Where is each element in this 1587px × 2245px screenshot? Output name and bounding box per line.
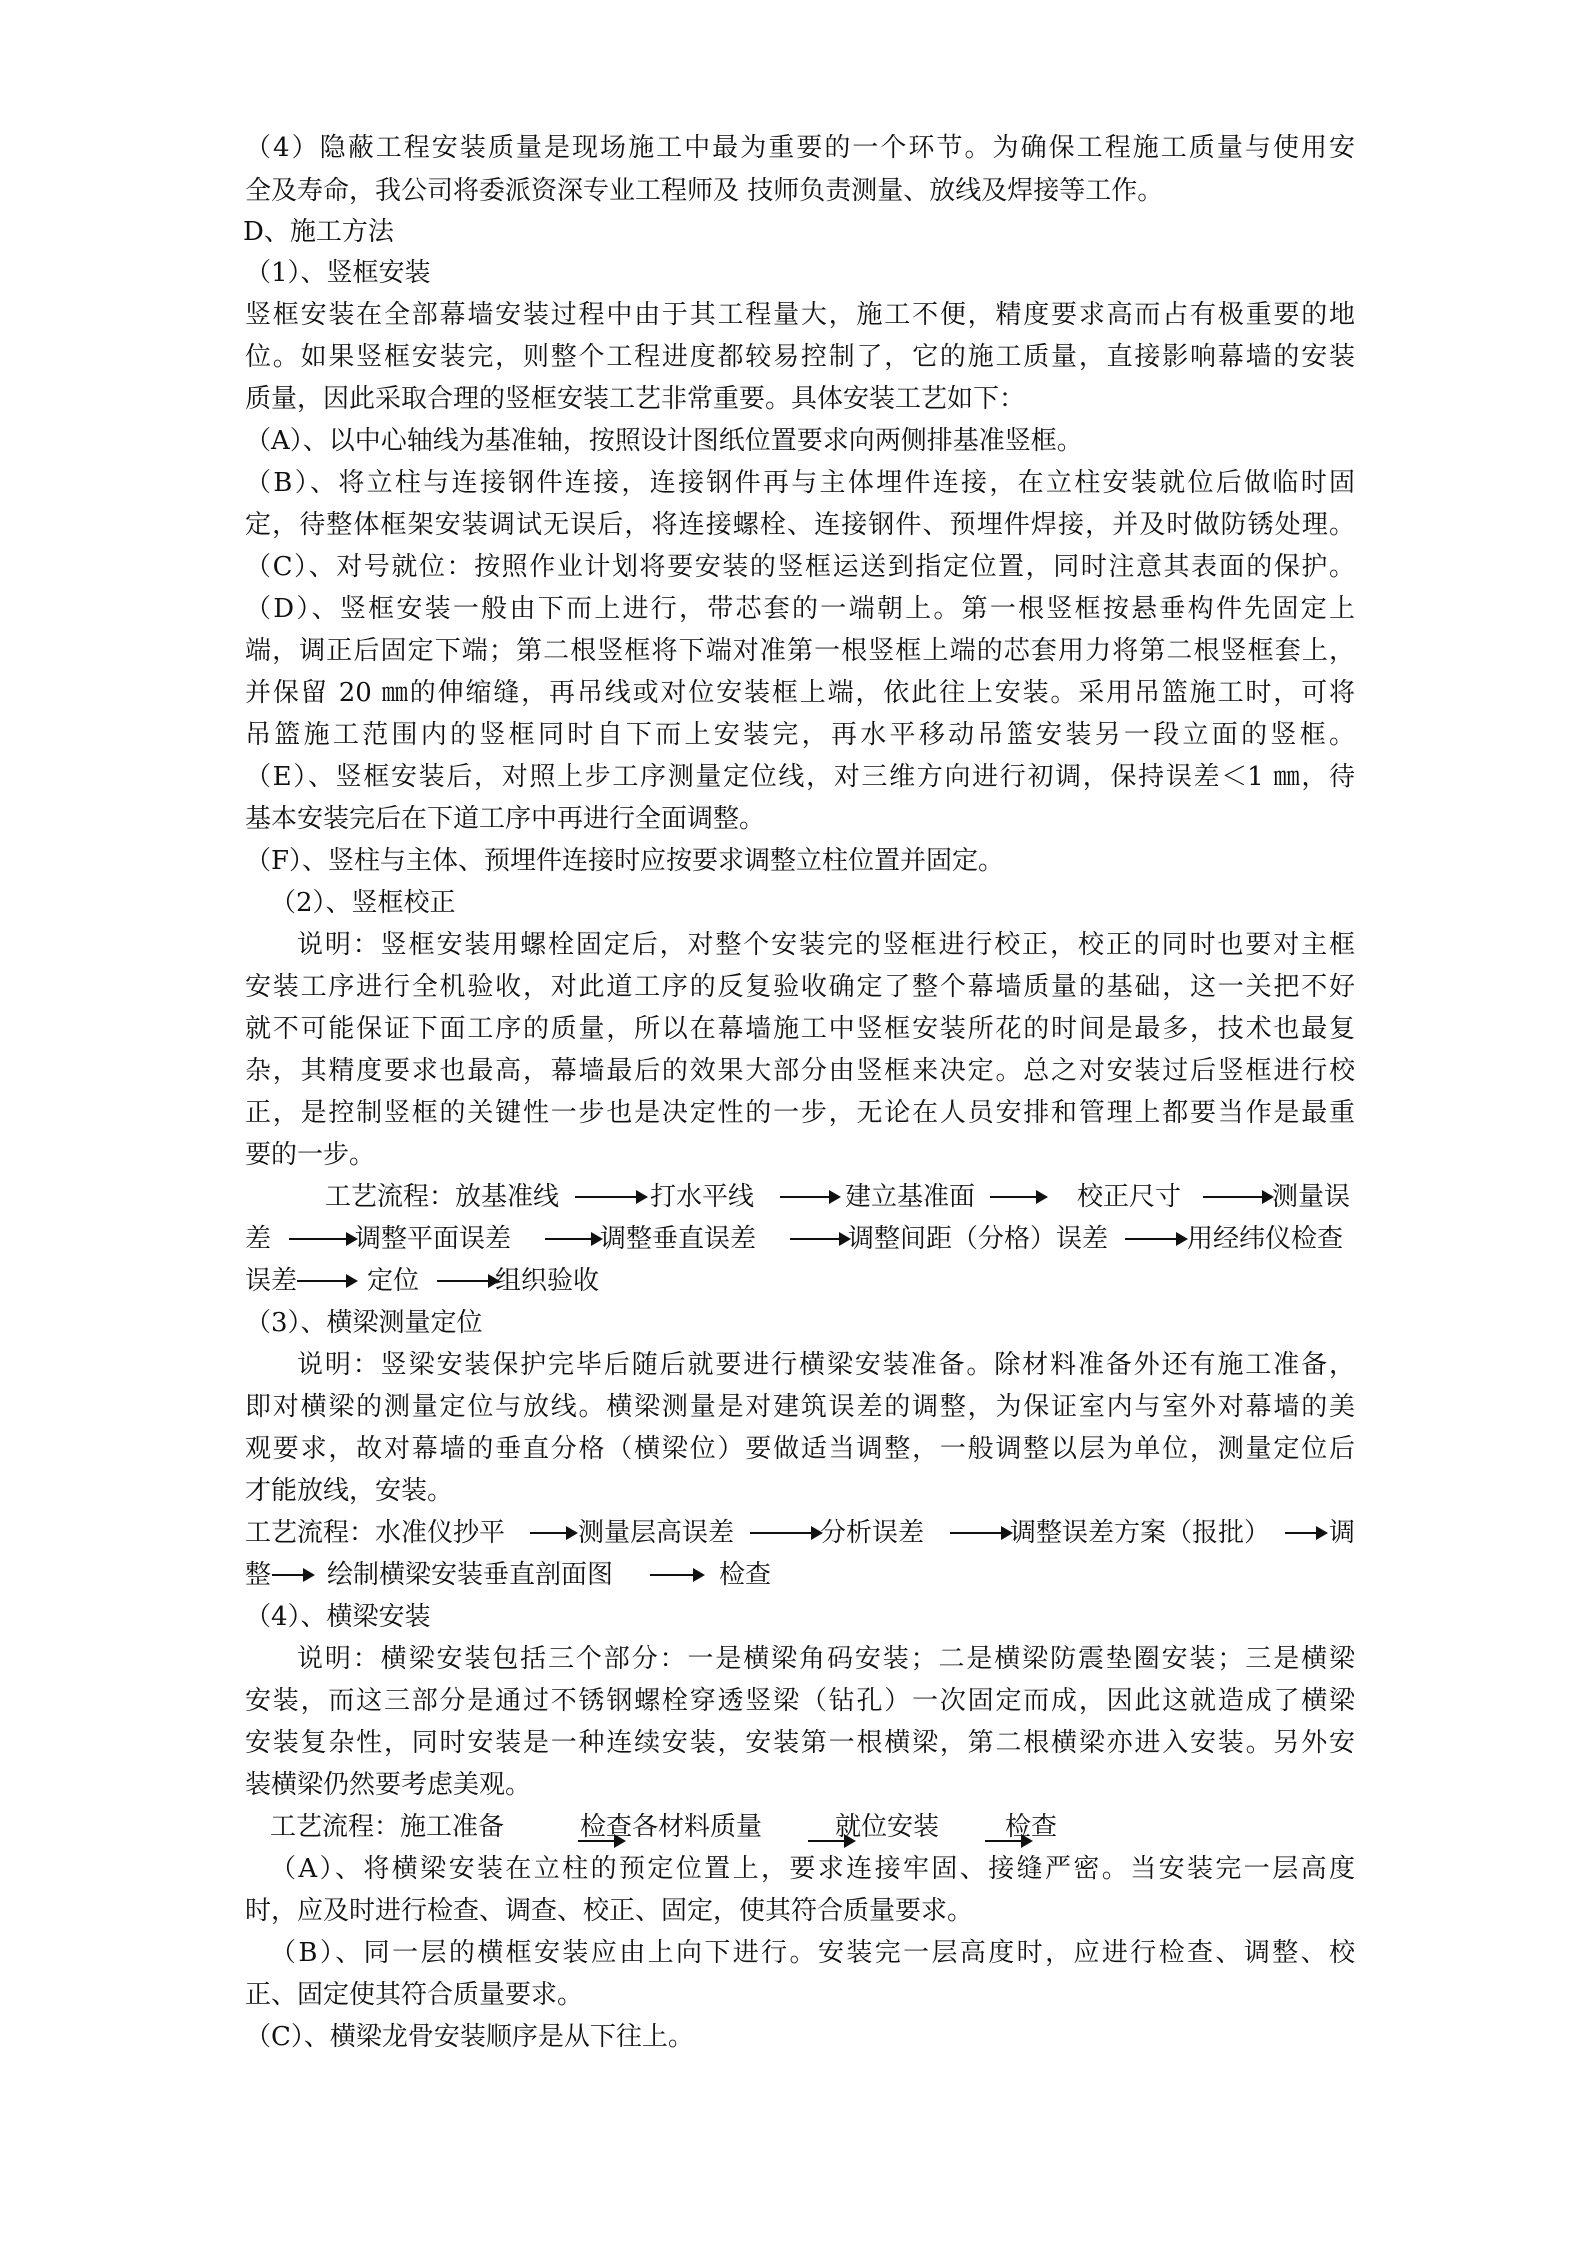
s1-item-a: （A）、以中心轴线为基准轴，按照设计图纸位置要求向两侧排基准竖框。 (245, 426, 1083, 456)
s1-intro-line2: 位。如果竖框安装完，则整个工程进度都较易控制了，它的施工质量，直接影响幕墙的安装 (245, 342, 1355, 372)
s1-item-c: （C）、对号就位：按照作业计划将要安装的竖框运送到指定位置，同时注意其表面的保护。 (245, 552, 1355, 582)
flow-arrow (578, 1840, 623, 1842)
s2-flow-step: 定位 (367, 1266, 420, 1296)
para4-line2: 全及寿命，我公司将委派资深专业工程师及 技师负责测量、放线及焊接等工作。 (245, 176, 1164, 206)
flow-arrow (780, 1196, 838, 1198)
s2-desc-line6: 要的一步。 (245, 1140, 376, 1170)
s4-desc-line1: 说明：横梁安装包括三个部分：一是横梁角码安装；二是横梁防震垫圈安装；三是横梁 (297, 1644, 1355, 1674)
s2-flow-step: 差 (245, 1224, 272, 1254)
s2-flow-row3 (245, 1261, 1355, 1301)
flow-arrow (750, 1532, 820, 1534)
s2-flow-row2 (245, 1219, 1355, 1259)
s2-title: （2）、竖框校正 (270, 888, 456, 918)
s2-flow-step: 放基准线 (455, 1182, 560, 1212)
s3-flow-step: 检查 (719, 1560, 772, 1590)
s2-desc-line4: 杂，其精度要求也最高，幕墙最后的效果大部分由竖框来决定。总之对安装过后竖框进行校 (245, 1056, 1355, 1086)
s2-desc-line2: 安装工序进行全机验收，对此道工序的反复验收确定了整个幕墙质量的基础，这一关把不好 (245, 972, 1355, 1002)
flow-arrow (575, 1196, 645, 1198)
s3-flow-step: 调整误差方案（报批） (1010, 1518, 1271, 1548)
s2-flow-step: 调整平面误差 (355, 1224, 512, 1254)
s2-flow-step: 用经纬仪检查 (1187, 1224, 1344, 1254)
s4-item-b-line1: （B）、同一层的横框安装应由上向下进行。安装完一层高度时，应进行检查、调整、校 (270, 1938, 1355, 1968)
s4-flow-step: 检查 (1005, 1812, 1058, 1842)
s1-item-b-line1: （B）、将立柱与连接钢件连接，连接钢件再与主体埋件连接，在立柱安装就位后做临时固 (245, 468, 1355, 498)
s2-desc-line3: 就不可能保证下面工序的质量，所以在幕墙施工中竖框安装所花的时间是最多，技术也最复 (245, 1014, 1355, 1044)
s4-flow-row (245, 1807, 1355, 1847)
s1-item-d-line2: 端，调正后固定下端；第二根竖框将下端对准第一根竖框上端的芯套用力将第二根竖框套上， (245, 636, 1355, 666)
s3-desc-line2: 即对横梁的测量定位与放线。横梁测量是对建筑误差的调整，为保证室内与室外对幕墙的美 (245, 1392, 1355, 1422)
s2-flow-step: 打水平线 (650, 1182, 755, 1212)
s3-flow-step: 绘制横梁安装垂直剖面图 (327, 1560, 614, 1590)
s4-desc-line2: 安装，而这三部分是通过不锈钢螺栓穿透竖梁（钻孔）一次固定而成，因此这就造成了横梁 (245, 1686, 1355, 1716)
s4-flow-step: 施工准备 (400, 1812, 505, 1842)
s3-flow-row2 (245, 1555, 1355, 1595)
s1-item-f: （F）、竖柱与主体、预埋件连接时应按要求调整立柱位置并固定。 (245, 846, 1005, 876)
s1-intro-line3: 质量，因此采取合理的竖框安装工艺非常重要。具体安装工艺如下： (245, 384, 1026, 414)
s1-title: （1）、竖框安装 (245, 258, 431, 288)
s4-flow-step: 检查各材料质量 (580, 1812, 763, 1842)
flow-arrow (990, 1196, 1045, 1198)
s2-desc-line5: 正，是控制竖框的关键性一步也是决定性的一步，无论在人员安排和管理上都要当作是最重 (245, 1098, 1355, 1128)
s3-flow-row1 (245, 1513, 1355, 1553)
s3-flow-step: 调 (1329, 1518, 1356, 1548)
s1-item-e-line1: （E）、竖框安装后，对照上步工序测量定位线，对三维方向进行初调，保持误差＜1 ㎜，待 (245, 762, 1355, 792)
s3-desc-line4: 才能放线，安装。 (245, 1476, 454, 1506)
s3-flow-step: 整 (245, 1560, 272, 1590)
s1-item-b-line2: 定，待整体框架安装调试无误后，将连接螺栓、连接钢件、预埋件焊接，并及时做防锈处理。 (245, 510, 1355, 540)
s1-intro-line1: 竖框安装在全部幕墙安装过程中由于其工程量大，施工不便，精度要求高而占有极重要的地 (245, 300, 1355, 330)
flow-arrow (1203, 1196, 1271, 1198)
flow-arrow (437, 1280, 497, 1282)
s3-flow-step: 测量层高误差 (578, 1518, 735, 1548)
flow-arrow (808, 1840, 853, 1842)
s2-flow-step: 校正尺寸 (1077, 1182, 1182, 1212)
s2-flow-step: 建立基准面 (845, 1182, 976, 1212)
s2-flow-step: 调整垂直误差 (600, 1224, 757, 1254)
para4-line1: （4）隐蔽工程安装质量是现场施工中最为重要的一个环节。为确保工程施工质量与使用安 (245, 133, 1355, 163)
flow-arrow (289, 1238, 355, 1240)
flow-arrow (530, 1532, 575, 1534)
s2-desc-line1: 说明：竖框安装用螺栓固定后，对整个安装完的竖框进行校正，校正的同时也要对主框 (297, 930, 1355, 960)
flow-arrow (985, 1840, 1030, 1842)
flow-arrow (297, 1280, 355, 1282)
s2-flow-step: 调整间距（分格）误差 (848, 1224, 1109, 1254)
s1-item-d-line4: 吊篮施工范围内的竖框同时自下而上安装完，再水平移动吊篮安装另一段立面的竖框。 (245, 720, 1355, 750)
s4-item-a-line2: 时，应及时进行检查、调查、校正、固定，使其符合质量要求。 (245, 1896, 974, 1926)
s1-item-e-line2: 基本安装完后在下道工序中再进行全面调整。 (245, 804, 766, 834)
s1-item-d-line3: 并保留 20 ㎜的伸缩缝，再吊线或对位安装框上端，依此往上安装。采用吊篮施工时，可将 (245, 678, 1355, 708)
flow-arrow (1125, 1238, 1185, 1240)
s3-flow-step: 分析误差 (820, 1518, 925, 1548)
s4-desc-line4: 装横梁仍然要考虑美观。 (245, 1770, 532, 1800)
s2-flow-step: 误差 (245, 1266, 298, 1296)
section-d-title: D、施工方法 (243, 217, 394, 247)
flow-arrow (790, 1238, 848, 1240)
s3-flow-step: 水准仪抄平 (375, 1518, 506, 1548)
flow-arrow (1285, 1532, 1325, 1534)
flow-arrow (950, 1532, 1010, 1534)
s4-desc-line3: 安装复杂性，同时安装是一种连续安装，安装第一根横梁，第二根横梁亦进入安装。另外安 (245, 1728, 1355, 1758)
flow-arrow (272, 1574, 312, 1576)
s2-flow-label: 工艺流程： (325, 1182, 456, 1212)
s4-flow-step: 就位安装 (835, 1812, 940, 1842)
s3-desc-line3: 观要求，故对幕墙的垂直分格（横梁位）要做适当调整，一般调整以层为单位，测量定位后 (245, 1434, 1355, 1464)
s3-desc-line1: 说明：竖梁安装保护完毕后随后就要进行横梁安装准备。除材料准备外还有施工准备， (297, 1350, 1355, 1380)
s4-item-b-line2: 正、固定使其符合质量要求。 (245, 1980, 584, 2010)
s1-item-d-line1: （D）、竖框安装一般由下而上进行，带芯套的一端朝上。第一根竖框按悬垂构件先固定上 (245, 594, 1355, 624)
flow-arrow (545, 1238, 600, 1240)
s4-item-a-line1: （A）、将横梁安装在立柱的预定位置上，要求连接牢固、接缝严密。当安装完一层高度 (270, 1854, 1355, 1884)
flow-arrow (650, 1574, 702, 1576)
s4-title: （4）、横梁安装 (245, 1602, 431, 1632)
s2-flow-step: 组织验收 (495, 1266, 600, 1296)
s2-flow-row1 (245, 1177, 1355, 1217)
s4-item-c: （C）、横梁龙骨安装顺序是从下往上。 (245, 2022, 694, 2052)
s2-flow-step: 测量误 (1272, 1182, 1351, 1212)
s3-title: （3）、横梁测量定位 (245, 1308, 483, 1338)
s4-flow-label: 工艺流程： (270, 1812, 401, 1842)
s3-flow-label: 工艺流程： (245, 1518, 376, 1548)
